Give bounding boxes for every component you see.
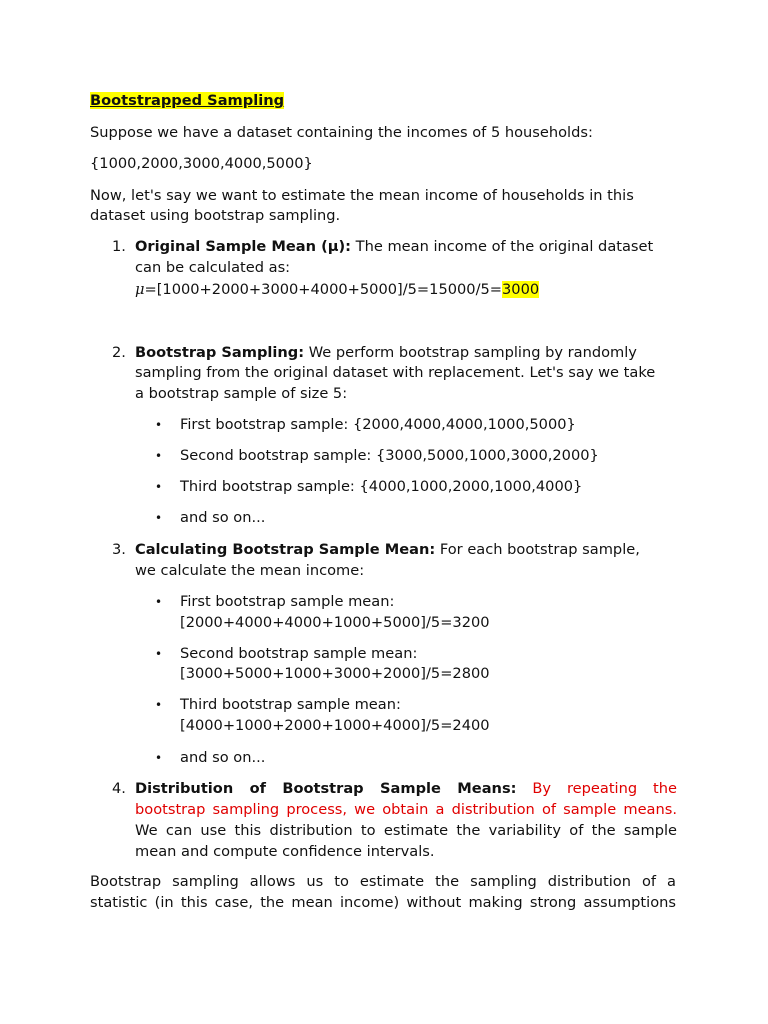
step3-line2: we calculate the mean income: bbox=[135, 562, 365, 579]
step3-line1: Calculating Bootstrap Sample Mean: For each bootstrap sample, bbox=[135, 541, 640, 558]
step4-number: 4. bbox=[112, 780, 126, 797]
step2-line1: Bootstrap Sampling: We perform bootstrap sampling by randomly bbox=[135, 344, 637, 361]
step3-heading: Calculating Bootstrap Sample Mean: bbox=[135, 541, 436, 558]
step4-line2: bootstrap sampling process, we obtain a distribution of sample means. bbox=[135, 801, 677, 818]
bullet-icon: • bbox=[155, 480, 163, 494]
list-item-calc: [4000+1000+2000+1000+4000]/5=2400 bbox=[180, 717, 490, 734]
step2-line3: a bootstrap sample of size 5: bbox=[135, 385, 348, 402]
bullet-icon: • bbox=[155, 647, 163, 661]
step4-heading: Distribution of Bootstrap Sample Means: bbox=[135, 780, 517, 797]
bullet-icon: • bbox=[155, 698, 163, 712]
bullet-icon: • bbox=[155, 511, 163, 525]
mean-result-highlight: 3000 bbox=[502, 281, 540, 298]
doc-title: Bootstrapped Sampling bbox=[90, 92, 285, 109]
para1-line1: Now, let's say we want to estimate the mean income of households in this bbox=[90, 187, 634, 204]
step2-number: 2. bbox=[112, 344, 126, 361]
para1-line2: dataset using bootstrap sampling. bbox=[90, 207, 341, 224]
list-item: and so on... bbox=[180, 509, 266, 526]
intro-text: Suppose we have a dataset containing the incomes of 5 households: bbox=[90, 124, 593, 141]
step1-line2: can be calculated as: bbox=[135, 259, 291, 276]
step1-formula: μ=[1000+2000+3000+4000+5000]/5=15000/5=3000 bbox=[135, 281, 540, 298]
step2-heading: Bootstrap Sampling: bbox=[135, 344, 305, 361]
step2-line2: sampling from the original dataset with replacement. Let's say we take bbox=[135, 364, 656, 381]
step4-line3: We can use this distribution to estimate the variability of the sample bbox=[135, 822, 677, 839]
bullet-icon: • bbox=[155, 595, 163, 609]
list-item-label: and so on... bbox=[180, 749, 266, 766]
step1-line1: Original Sample Mean (μ): The mean income of the original dataset bbox=[135, 238, 654, 255]
step4-line4: mean and compute confidence intervals. bbox=[135, 843, 435, 860]
closing-line2: statistic (in this case, the mean income) without making strong assumptions bbox=[90, 894, 676, 911]
closing-line1: Bootstrap sampling allows us to estimate the sampling distribution of a bbox=[90, 873, 676, 890]
bullet-icon: • bbox=[155, 751, 163, 765]
list-item-label: First bootstrap sample mean: bbox=[180, 593, 395, 610]
step1-heading: Original Sample Mean (μ): bbox=[135, 238, 352, 255]
bullet-icon: • bbox=[155, 449, 163, 463]
list-item-calc: [2000+4000+4000+1000+5000]/5=3200 bbox=[180, 614, 490, 631]
list-item-calc: [3000+5000+1000+3000+2000]/5=2800 bbox=[180, 665, 490, 682]
step1-number: 1. bbox=[112, 238, 126, 255]
step3-number: 3. bbox=[112, 541, 126, 558]
dataset-text: {1000,2000,3000,4000,5000} bbox=[90, 155, 313, 172]
list-item-label: Third bootstrap sample mean: bbox=[180, 696, 401, 713]
bullet-icon: • bbox=[155, 418, 163, 432]
list-item: Third bootstrap sample: {4000,1000,2000,1000,4000} bbox=[180, 478, 583, 495]
list-item: Second bootstrap sample: {3000,5000,1000,3000,2000} bbox=[180, 447, 599, 464]
list-item-label: Second bootstrap sample mean: bbox=[180, 645, 418, 662]
list-item: First bootstrap sample: {2000,4000,4000,1000,5000} bbox=[180, 416, 576, 433]
step4-line1: Distribution of Bootstrap Sample Means: By repeating the bbox=[135, 780, 677, 797]
